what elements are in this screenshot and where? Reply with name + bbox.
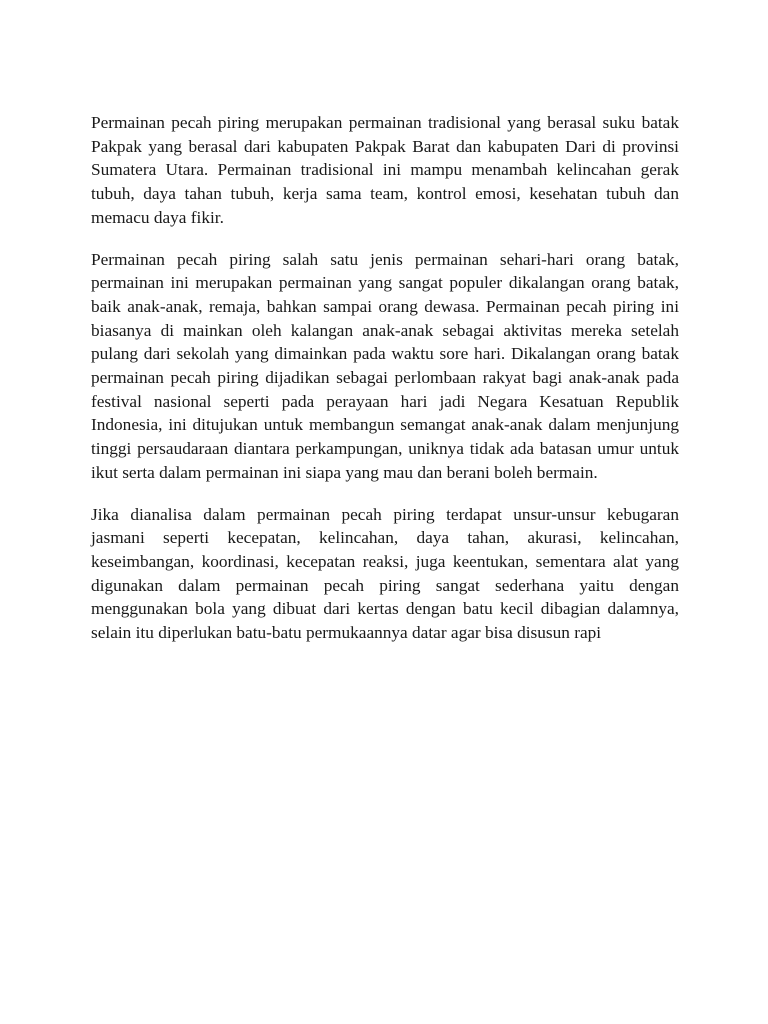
paragraph-1: Permainan pecah piring merupakan permainan tradisional yang berasal suku batak Pakpak yang berasal dari kabupaten Pakpak Barat dan kabupaten Dari di provinsi Sumatera Utara. Permainan tradisional ini mampu menambah kelincahan gerak tubuh, daya tahan tubuh, kerja sama team, kontrol emosi, kesehatan tubuh dan memacu daya fikir.: [91, 113, 679, 227]
document-body: [91, 111, 679, 663]
paragraph-2: Permainan pecah piring salah satu jenis permainan sehari-hari orang batak, permainan ini merupakan permainan yang sangat populer dikalangan orang batak, baik anak-anak, remaja, bahkan sampai orang dewasa. Permainan pecah piring ini biasanya di mainkan oleh kalangan anak-anak sebagai aktivitas mereka setelah pulang dari sekolah yang dimainkan pada waktu sore hari. Dikalangan orang batak permainan pecah piring dijadikan sebagai perlombaan rakyat bagi anak-anak pada festival nasional seperti pada perayaan hari jadi Negara Kesatuan Republik Indonesia, ini ditujukan untuk membangun semangat anak-anak dalam menjunjung tinggi persaudaraan diantara perkampungan, uniknya tidak ada batasan umur untuk ikut serta dalam permainan ini siapa yang mau dan berani boleh bermain.: [91, 249, 679, 482]
paragraph-3: Jika dianalisa dalam permainan pecah piring terdapat unsur-unsur kebugaran jasmani seperti kecepatan, kelincahan, daya tahan, akurasi, kelincahan, keseimbangan, koordinasi, kecepatan reaksi, juga keentukan, sementara alat yang digunakan dalam permainan pecah piring sangat sederhana yaitu dengan menggunakan bola yang dibuat dari kertas dengan batu kecil dibagian dalamnya, selain itu diperlukan batu-batu permukaannya datar agar bisa disusun rapi: [91, 504, 679, 643]
